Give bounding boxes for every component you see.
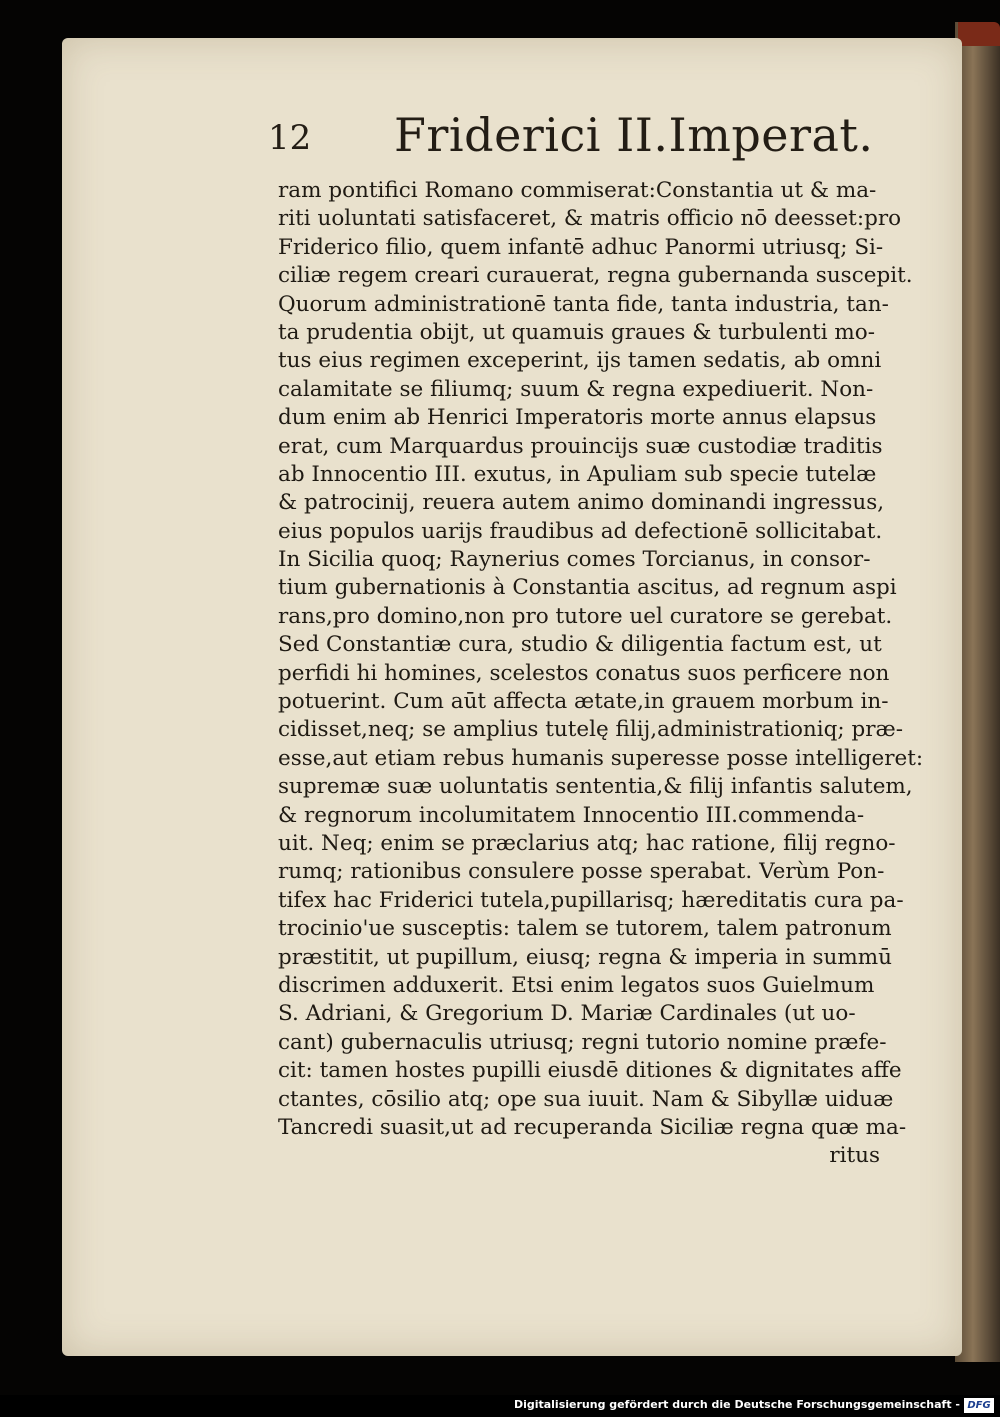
text-line: ctantes, cōsilio atq; ope sua iuuit. Nam & Sibyllæ uiduæ [278,1086,894,1112]
text-line: eius populos uarijs fraudibus ad defectionē sollicitabat. [278,518,883,544]
dfg-logo: DFG [964,1398,994,1413]
text-line: ciliæ regem creari curauerat, regna gubernanda suscepit. [278,263,913,289]
text-line: tifex hac Friderici tutela,pupillarisq; hæreditatis cura pa- [278,887,904,913]
text-line: rans,pro domino,non pro tutore uel curatore se gerebat. [278,603,893,629]
text-line: riti uoluntati satisfaceret, & matris officio nō deesset:pro [278,206,902,232]
catchword: ritus [829,1143,880,1169]
running-title: Friderici II.Imperat. [394,108,874,162]
text-line: S. Adriani, & Gregorium D. Mariæ Cardinales (ut uo- [278,1001,856,1027]
text-line: discrimen adduxerit. Etsi enim legatos suos Guielmum [278,972,875,998]
text-line: In Sicilia quoq; Raynerius comes Torcianus, in consor- [278,547,871,573]
text-line: tium gubernationis à Constantia ascitus, ad regnum aspi [278,575,897,601]
text-line: cidisset,neq; se amplius tutelę filij,administrationiq; præ- [278,717,904,743]
text-line: ram pontifici Romano commiserat:Constantia ut & ma- [278,178,877,203]
text-line: præstitit, ut pupillum, eiusq; regna & imperia in summū [278,944,893,970]
text-line: tus eius regimen exceperint, ijs tamen sedatis, ab omni [278,348,882,374]
text-line: ab Innocentio III. exutus, in Apuliam sub specie tutelæ [278,461,877,487]
text-line: cit: tamen hostes pupilli eiusdē ditiones & dignitates affe [278,1058,902,1084]
footer-bar [0,1395,1000,1417]
text-line: trocinio'ue susceptis: talem se tutorem, talem patronum [278,916,892,942]
text-line: ta prudentia obijt, ut quamuis graues & turbulenti mo- [278,319,876,345]
text-line: uit. Neq; enim se præclarius atq; hac ratione, filij regno- [278,830,896,856]
text-line: & regnorum incolumitatem Innocentio III.commenda- [278,802,865,828]
page-number: 12 [268,118,312,158]
text-line: supremæ suæ uoluntatis sententia,& filij infantis salutem, [278,774,913,800]
page-header [268,108,874,168]
text-line: perfidi hi homines, scelestos conatus suos perficere non [278,660,890,686]
book-edge-tab [958,22,1000,46]
text-line: Sed Constantiæ cura, studio & diligentia factum est, ut [278,632,882,658]
text-line: calamitate se filiumq; suum & regna expediuerit. Non- [278,376,874,402]
text-line: Friderico filio, quem infantē adhuc Panormi utriusq; Si- [278,234,884,260]
text-line: erat, cum Marquardus prouincijs suæ custodiæ traditis [278,433,883,459]
text-line: cant) gubernaculis utriusq; regni tutorio nomine præfe- [278,1029,887,1055]
text-line: & patrocinij, reuera autem animo dominandi ingressus, [278,490,885,516]
text-line: potuerint. Cum aūt affecta ætate,in grauem morbum in- [278,689,889,715]
text-line: Quorum administrationē tanta fide, tanta industria, tan- [278,291,889,317]
text-line: rumq; rationibus consulere posse sperabat. Verùm Pon- [278,859,885,885]
funding-credit: Digitalisierung gefördert durch die Deutsche Forschungsgemeinschaft - [513,1398,960,1411]
text-line: Tancredi suasit,ut ad recuperanda Siciliæ regna quæ ma- [278,1114,907,1140]
text-line: dum enim ab Henrici Imperatoris morte annus elapsus [278,405,877,431]
body-text [278,177,924,1171]
text-line: esse,aut etiam rebus humanis superesse posse intelligeret: [278,745,924,771]
